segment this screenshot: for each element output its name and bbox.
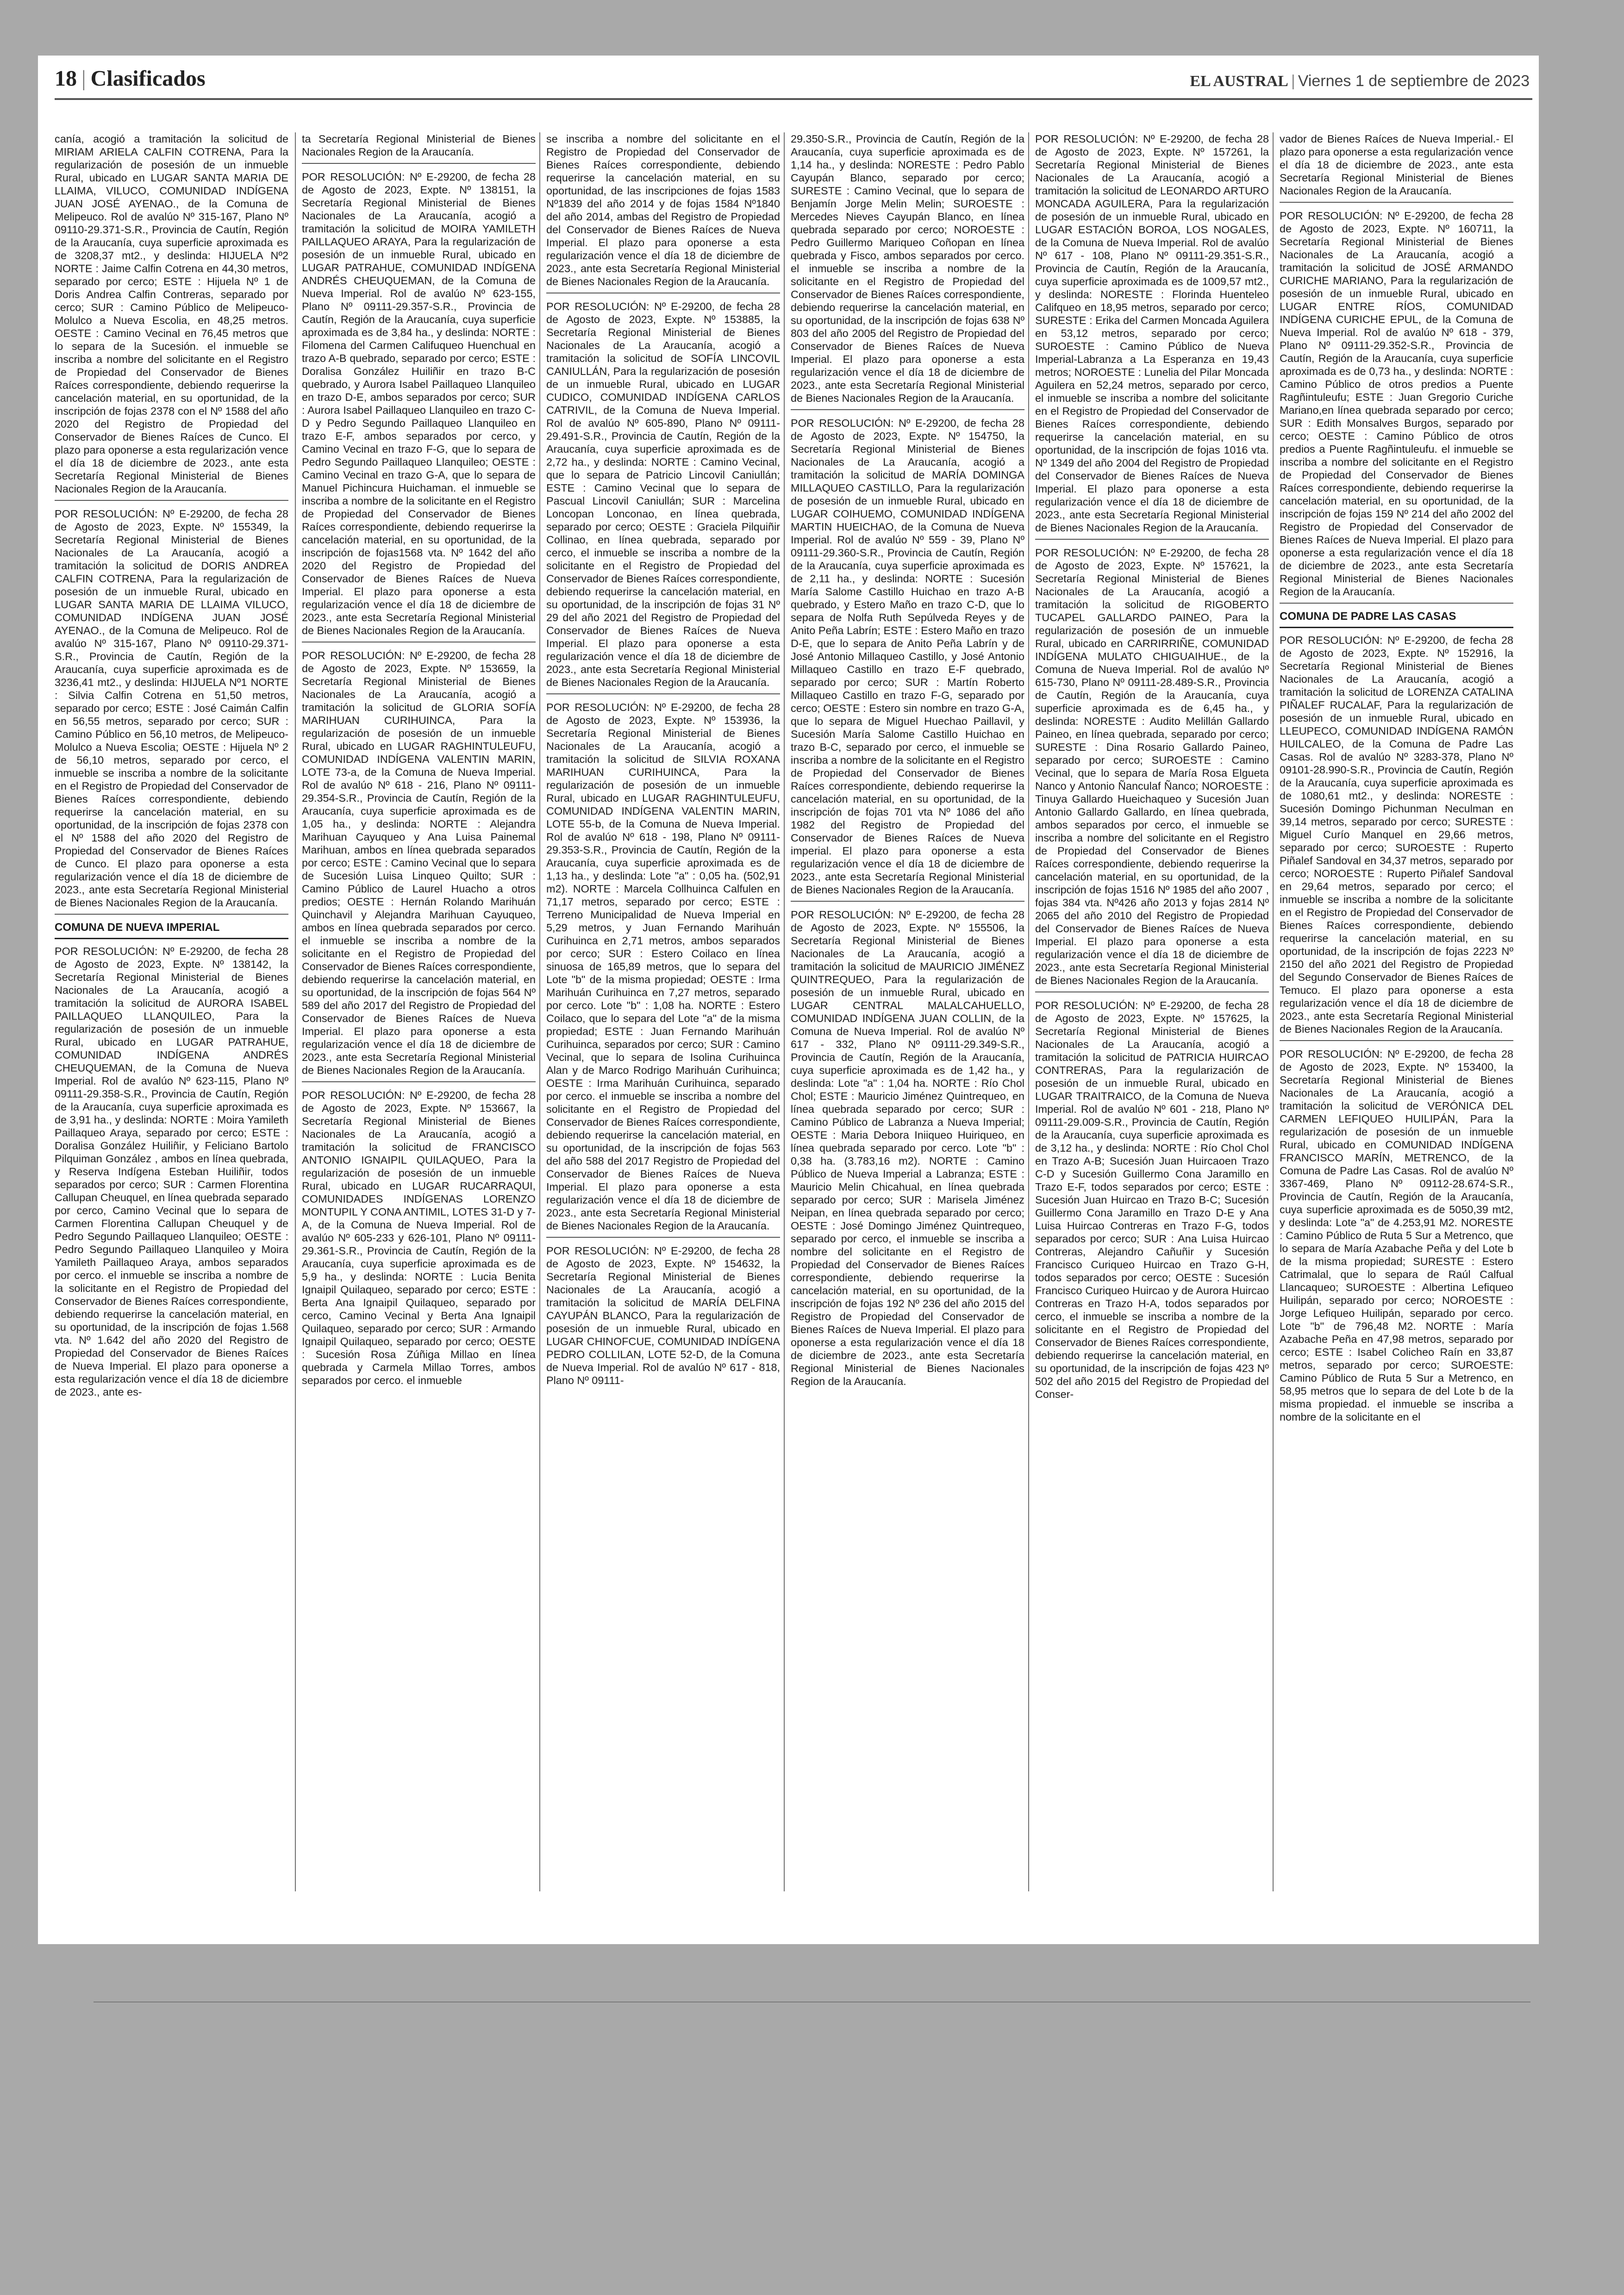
- legal-notice: ta Secretaría Regional Ministerial de Bienes Nacionales Region de la Araucanía.: [302, 132, 536, 164]
- legal-notice: POR RESOLUCIÓN: Nº E-29200, de fecha 28 de Agosto de 2023, Expte. Nº 153659, la Secretaría Regional Ministerial de Bienes Nacionales de La Araucanía, acogió a tramitación la solicitud de GLORIA SOFÍA MARIHUAN CURIHUINCA, Para la regularización de posesión de un inmueble Rural, ubicado en LUGAR RAGHINTULEUFU, COMUNIDAD INDÍGENA VALENTIN MARIN, LOTE 73-a, de la Comuna de Nueva Imperial. Rol de avalúo Nº 618 - 216, Plano Nº 09111-29.354-S.R., Provincia de Cautín, Región de la Araucanía, cuya superficie aproximada es de 1,05 ha., y deslinda: NORTE : Alejandra Marihuan Cayuqueo y Ana Luisa Painemal Marihuan, ambos en línea quebrada separados por cerco; ESTE : Camino Vecinal que lo separa de Sucesión Luisa Linqueo Quilto; SUR : Camino Público de Laurel Huacho a otros predios; OESTE : Hernán Rolando Marihuán Quinchavil y Alejandra Marihuan Cayuqueo, ambos en línea quebrada separados por cerco. el inmueble se inscriba a nombre de la solicitante en el Registro de Propiedad del Conservador de Bienes Raíces correspondiente, debiendo requerirse la cancelación material, en su oportunidad, de la inscripción de fojas 564 Nº 589 del año 2017 del Registro de Propiedad del Conservador de Bienes Raíces de Nueva Imperial. El plazo para oponerse a esta regularización vence el día 18 de diciembre de 2023., ante esta Secretaría Regional Ministerial de Bienes Nacionales Region de la Araucanía.: [302, 649, 536, 1082]
- legal-notice: 29.350-S.R., Provincia de Cautín, Región de la Araucanía, cuya superficie aproximada es de 1,14 ha., y deslinda: NORESTE : Pedro Pablo Cayupán Blanco, separado por cerco; SURESTE : Camino Vecinal, que lo separa de Benjamín Jorge Melin Melin; SUROESTE : Mercedes Nieves Cayupán Blanco, en línea quebrada separado por cerco; NOROESTE : Pedro Guillermo Mariqueo Coñopan en línea quebrada y Fisco, ambos separados por cerco. el inmueble se inscriba a nombre de la solicitante en el Registro de Propiedad del Conservador de Bienes Raíces correspondiente, debiendo requerirse la cancelación material, en su oportunidad, de la inscripción de fojas 638 Nº 803 del año 2005 del Registro de Propiedad del Conservador de Bienes Raíces de Nueva Imperial. El plazo para oponerse a esta regularización vence el día 18 de diciembre de 2023., ante esta Secretaría Regional Ministerial de Bienes Nacionales Region de la Araucanía.: [791, 132, 1024, 410]
- legal-notice: POR RESOLUCIÓN: Nº E-29200, de fecha 28 de Agosto de 2023, Expte. Nº 154750, la Secretaría Regional Ministerial de Bienes Nacionales de La Araucanía, acogió a tramitación la solicitud de MARÍA DOMINGA MILLAQUEO CASTILLO, Para la regularización de posesión de un inmueble Rural, ubicado en LUGAR COIHUEMO, COMUNIDAD INDÍGENA MARTIN HUEICHAO, de la Comuna de Nueva Imperial. Rol de avalúo Nº 559 - 39, Plano Nº 09111-29.360-S.R., Provincia de Cautín, Región de la Araucanía, cuya superficie aproximada es de 2,11 ha., y deslinda: NORTE : Sucesión María Salome Castillo Huichao en trazo A-B quebrado, y Estero Maño en trazo C-D, que lo separa de Nolfa Ruth Sepúlveda Reyes y de Anito Peña Labrín; ESTE : Estero Maño en trazo D-E, que lo separa de Anito Peña Labrín y de José Antonio Millaqueo Castillo, y José Antonio Millaqueo Castillo en trazo E-F quebrado, separado por cerco; SUR : Martín Roberto Millaqueo Castillo en trazo F-G, separado por cerco; OESTE : Estero sin nombre en trazo G-A, que lo separa de Miguel Huechao Paillavil, y Sucesión María Salome Castillo Huichao en trazo B-C, separado por cerco, el inmueble se inscriba a nombre de la solicitante en el Registro de Propiedad del Conservador de Bienes Raíces correspondiente, debiendo requerirse la cancelación material, en su oportunidad, de la inscripción de fojas 701 vta Nº 1086 del año 1982 del Registro de Propiedad del Conservador de Bienes Raíces de Nueva imperial. El plazo para oponerse a esta regularización vence el día 18 de diciembre de 2023., ante esta Secretaría Regional Ministerial de Bienes Nacionales Region de la Araucanía.: [791, 417, 1024, 902]
- legal-notice: se inscriba a nombre del solicitante en el Registro de Propiedad del Conservador de Bienes Raíces correspondiente, debiendo requerirse la cancelación material, en su oportunidad, de las inscripciones de fojas 1583 Nº1839 del año 2014 y de fojas 1584 Nº1840 del año 2014, ambas del Registro de Propiedad del Conservador de Bienes Raíces de Nueva Imperial. El plazo para oponerse a esta regularización vence el día 18 de diciembre de 2023., ante esta Secretaría Regional Ministerial de Bienes Nacionales Region de la Araucanía.: [546, 132, 780, 293]
- column-6: [1280, 132, 1513, 1932]
- section-name: Clasificados: [90, 66, 206, 91]
- page-header: [55, 62, 1532, 100]
- page-number: 18: [55, 66, 77, 91]
- column-5: [1035, 132, 1269, 1932]
- column-divider: [1273, 132, 1274, 1891]
- legal-notice: POR RESOLUCIÓN: Nº E-29200, de fecha 28 de Agosto de 2023, Expte. Nº 138151, la Secretaría Regional Ministerial de Bienes Nacionales de La Araucanía, acogió a tramitación la solicitud de MOIRA YAMILETH PAILLAQUEO ARAYA, Para la regularización de posesión de un inmueble Rural, ubicado en LUGAR PATRAHUE, COMUNIDAD INDÍGENA ANDRÉS CHEUQUEMAN, de la Comuna de Nueva Imperial. Rol de avalúo Nº 623-155, Plano Nº 09111-29.357-S.R., Provincia de Cautín, Región de la Araucanía, cuya superficie aproximada es de 3,84 ha., y deslinda: NORTE : Filomena del Carmen Califuqueo Huenchual en trazo A-B quebrado, separado por cerco; ESTE : Doralisa González Huiliñir en trazo B-C quebrado, y Aurora Isabel Paillaqueo Llanquileo en trazo D-E, ambos separados por cerco; SUR : Aurora Isabel Paillaqueo Llanquileo en trazo C-D y Pedro Segundo Paillaqueo Llanquileo en trazo E-F, ambos separados por cerco, y Camino Vecinal en trazo F-G, que lo separa de Pedro Segundo Paillaqueo Llanquileo; OESTE : Camino Vecinal en trazo G-A, que lo separa de Manuel Pichincura Huichaman. el inmueble se inscriba a nombre de la solicitante en el Registro de Propiedad del Conservador de Bienes Raíces correspondiente, debiendo requerirse la cancelación material, en su oportunidad, de la inscripción de fojas1568 vta. Nº 1642 del año 2020 del Registro de Propiedad del Conservador de Bienes Raíces de Nueva Imperial. El plazo para oponerse a esta regularización vence el día 18 de diciembre de 2023., ante esta Secretaría Regional Ministerial de Bienes Nacionales Region de la Araucanía.: [302, 170, 536, 642]
- legal-notice: vador de Bienes Raíces de Nueva Imperial.- El plazo para oponerse a esta regularización vence el día 18 de diciembre de 2023., ante esta Secretaría Regional Ministerial de Bienes Nacionales Region de la Araucanía.: [1280, 132, 1513, 203]
- column-1: [55, 132, 288, 1932]
- column-4: [791, 132, 1024, 1932]
- legal-notice: POR RESOLUCIÓN: Nº E-29200, de fecha 28 de Agosto de 2023, Expte. Nº 155349, la Secretaría Regional Ministerial de Bienes Nacionales de La Araucanía, acogió a tramitación la solicitud de DORIS ANDREA CALFIN COTRENA, Para la regularización de posesión de un inmueble Rural, ubicado en LUGAR SANTA MARIA DE LLAIMA VILUCO, COMUNIDAD INDÍGENA JUAN JOSÉ AYENAO., de la Comuna de Melipeuco. Rol de avalúo Nº 315-167, Plano Nº 09110-29.371-S.R., Provincia de Cautín, Región de la Araucanía, cuya superficie aproximada es de 3236,41 mt2., y deslinda: HIJUELA Nº1 NORTE : Silvia Calfin Cotrena en 51,50 metros, separado por cerco; ESTE : José Caimán Calfin en 56,55 metros, separado por cerco; SUR : Camino Público en 56,10 metros, de Melipeuco-Molulco a Nueva Escolia; OESTE : Hijuela Nº 2 de 56,10 metros, separado por cerco, el inmueble se inscriba a nombre de la solicitante en el Registro de Propiedad del Conservador de Bienes Raíces correspondiente, debiendo requerirse la cancelación material, en su oportunidad, de la inscripción de fojas 2378 con el Nº 1588 del año 2020 del Registro de Propiedad del Conservador de Bienes Raíces de Cunco. El plazo para oponerse a esta regularización vence el día 18 de diciembre de 2023., ante esta Secretaría Regional Ministerial de Bienes Nacionales Region de la Araucanía.: [55, 507, 288, 915]
- legal-notice: POR RESOLUCIÓN: Nº E-29200, de fecha 28 de Agosto de 2023, Expte. Nº 153667, la Secretaría Regional Ministerial de Bienes Nacionales de La Araucanía, acogió a tramitación la solicitud de FRANCISCO ANTONIO IGNAIPIL QUILAQUEO, Para la regularización de posesión de un inmueble Rural, ubicado en LUGAR RUCARRAQUI, COMUNIDADES INDÍGENAS LORENZO MONTUPIL Y CONA ANTIMIL, LOTES 31-D y 7-A, de la Comuna de Nueva Imperial. Rol de avalúo Nº 605-233 y 626-101, Plano Nº 09111-29.361-S.R., Provincia de Cautín, Región de la Araucanía, cuya superficie aproximada es de 5,9 ha., y deslinda: NORTE : Lucia Benita Ignaipil Quilaqueo, separado por cerco; ESTE : Berta Ana Ignaipil Quilaqueo, separado por cerco, Camino Vecinal y Berta Ana Ignaipil Quilaqueo, separado por cerco; SUR : Armando Ignaipil Quilaqueo, separado por cerco; OESTE : Sucesión Rosa Zúñiga Millao en línea quebrada y Carmela Millao Torres, ambos separados por cerco. el inmueble: [302, 1089, 536, 1386]
- column-2: [302, 132, 536, 1932]
- legal-notice: canía, acogió a tramitación la solicitud de MIRIAM ARIELA CALFIN COTRENA, Para la regularización de posesión de un inmueble Rural, ubicado en LUGAR SANTA MARIA DE LLAIMA, VILUCO, COMUNIDAD INDÍGENA JUAN JOSÉ AYENAO., de la Comuna de Melipeuco. Rol de avalúo Nº 315-167, Plano Nº 09110-29.371-S.R., Provincia de Cautín, Región de la Araucanía, cuya superficie aproximada es de 3208,37 mt2., y deslinda: HIJUELA Nº2 NORTE : Jaime Calfin Cotrena en 44,30 metros, separado por cerco; ESTE : Hijuela Nº 1 de Doris Andrea Calfin Contreras, separado por cerco; SUR : Camino Público de Melipeuco-Molulco a Nueva Escolia, en 48,25 metros. OESTE : Camino Vecinal en 76,45 metros que lo separa de la Sucesión. el inmueble se inscriba a nombre del solicitante en el Registro de Propiedad del Conservador de Bienes Raíces correspondiente, debiendo requerirse la cancelación material, en su oportunidad, de la inscripción de fojas 2378 con el Nº 1588 del año 2020 del Registro de Propiedad del Conservador de Bienes Raíces de Cunco. El plazo para oponerse a esta regularización vence el día 18 de diciembre de 2023., ante esta Secretaría Regional Ministerial de Bienes Nacionales Region de la Araucanía.: [55, 132, 288, 501]
- section-title: 18 | Clasificados: [55, 66, 206, 91]
- legal-notice: POR RESOLUCIÓN: Nº E-29200, de fecha 28 de Agosto de 2023, Expte. Nº 138142, la Secretaría Regional Ministerial de Bienes Nacionales de La Araucanía, acogió a tramitación la solicitud de AURORA ISABEL PAILLAQUEO LLANQUILEO, Para la regularización de posesión de un inmueble Rural, ubicado en LUGAR PATRAHUE, COMUNIDAD INDÍGENA ANDRÉS CHEUQUEMAN, de la Comuna de Nueva Imperial. Rol de avalúo Nº 623-115, Plano Nº 09111-29.358-S.R., Provincia de Cautín, Región de la Araucanía, cuya superficie aproximada es de 3,91 ha., y deslinda: NORTE : Moira Yamileth Paillaqueo Araya, separado por cerco; ESTE : Doralisa González Huiliñir, y Feliciano Bartolo Pilquiman González , ambos en línea quebrada, y Reserva Indígena Esteban Huiliñir, todos separados por cerco; SUR : Carmen Florentina Callupan Cheuquel, en línea quebrada separado por cerco, Camino Vecinal que lo separa de Carmen Florentina Callupan Cheuquel y de Pedro Segundo Paillaqueo Llanquileo; OESTE : Pedro Segundo Paillaqueo Llanquileo y Moira Yamileth Paillaqueo Araya, ambos separados por cerco. el inmueble se inscriba a nombre de la solicitante en el Registro de Propiedad del Conservador de Bienes Raíces correspondiente, debiendo requerirse la cancelación material, en su oportunidad, de la inscripción de fojas 1.568 vta. Nº 1.642 del año 2020 del Registro de Propiedad del Conservador de Bienes Raíces de Nueva Imperial. El plazo para oponerse a esta regularización vence el día 18 de diciembre de 2023., ante es-: [55, 945, 288, 1398]
- column-3: [546, 132, 780, 1932]
- masthead-date: EL AUSTRAL | Viernes 1 de septiembre de 2023: [1190, 72, 1530, 90]
- publication-date: Viernes 1 de septiembre de 2023: [1298, 72, 1530, 90]
- legal-notice: POR RESOLUCIÓN: Nº E-29200, de fecha 28 de Agosto de 2023, Expte. Nº 154632, la Secretaría Regional Ministerial de Bienes Nacionales de La Araucanía, acogió a tramitación la solicitud de MARÍA DELFINA CAYUPÁN BLANCO, Para la regularización de posesión de un inmueble Rural, ubicado en LUGAR CHINOFCUE, COMUNIDAD INDÍGENA PEDRO COLLILAN, LOTE 52-D, de la Comuna de Nueva Imperial. Rol de avalúo Nº 617 - 818, Plano Nº 09111-: [546, 1245, 780, 1386]
- column-divider: [295, 132, 296, 1891]
- column-divider: [539, 132, 540, 1891]
- column-divider: [1028, 132, 1029, 1891]
- newspaper-name: EL AUSTRAL: [1190, 73, 1288, 90]
- column-divider: [784, 132, 785, 1891]
- legal-notice: POR RESOLUCIÓN: Nº E-29200, de fecha 28 de Agosto de 2023, Expte. Nº 160711, la Secretaría Regional Ministerial de Bienes Nacionales de La Araucanía, acogió a tramitación la solicitud de JOSÉ ARMANDO CURICHE MARIANO, Para la regularización de posesión de un inmueble Rural, ubicado en LUGAR ENTRE RÍOS, COMUNIDAD INDÍGENA CURICHE EPUL, de la Comuna de Nueva Imperial. Rol de avalúo Nº 618 - 379, Plano Nº 09111-29.352-S.R., Provincia de Cautín, Región de la Araucanía, cuya superficie aproximada es de 0,73 ha., y deslinda: NORTE : Camino Público de otros predios a Puente Ragñintuleufu; ESTE : Juan Gregorio Curiche Mariano,en línea quebrada separado por cerco; SUR : Edith Monsalves Burgos, separado por cerco; OESTE : Camino Público de otros predios a Puente Ragñintuleufu. el inmueble se inscriba a nombre del solicitante en el Registro de Propiedad del Conservador de Bienes Raíces correspondiente, debiendo requerirse la cancelación material, en su oportunidad, de la inscripción de fojas 159 Nº 214 del año 2002 del Registro de Propiedad del Conservador de Bienes Raíces de Nueva Imperial. El plazo para oponerse a esta regularización vence el día 18 de diciembre de 2023., ante esta Secretaría Regional Ministerial de Bienes Nacionales Region de la Araucanía.: [1280, 209, 1513, 604]
- legal-notice: POR RESOLUCIÓN: Nº E-29200, de fecha 28 de Agosto de 2023, Expte. Nº 157625, la Secretaría Regional Ministerial de Bienes Nacionales de La Araucanía, acogió a tramitación la solicitud de PATRICIA HUIRCAO CONTRERAS, Para la regularización de posesión de un inmueble Rural, ubicado en LUGAR TRAITRAICO, de la Comuna de Nueva Imperial. Rol de avalúo Nº 601 - 218, Plano Nº 09111-29.009-S.R., Provincia de Cautín, Región de la Araucanía, cuya superficie aproximada es de 3,12 ha., y deslinda: NORTE : Río Chol Chol en Trazo A-B; Sucesión Juan Huircaoen Trazo C-D y Sucesión Guillermo Cona Jaramillo en Trazo E-F, todos separados por cerco; ESTE : Sucesión Juan Huircao en Trazo B-C; Sucesión Guillermo Cona Jaramillo en Trazo D-E y Ana Luisa Huircao Contreras en Trazo F-G, todos separados por cerco; SUR : Ana Luisa Huircao Contreras, Alejandro Cañuñir y Sucesión Francisco Curiqueo Huircao en Trazo G-H, todos separados por cerco; OESTE : Sucesión Francisco Curiqueo Huircao y de Aurora Huircao Contreras en Trazo H-A, todos separados por cerco, el inmueble se inscriba a nombre de la solicitante en el Registro de Propiedad del Conservador de Bienes Raíces correspondiente, debiendo requerirse la cancelación material, en su oportunidad, de la inscripción de fojas 423 Nº 502 del año 2015 del Registro de Propiedad del Conser-: [1035, 999, 1269, 1400]
- classifieds-columns: [55, 132, 1537, 1932]
- section-heading: COMUNA DE NUEVA IMPERIAL: [55, 921, 288, 939]
- legal-notice: POR RESOLUCIÓN: Nº E-29200, de fecha 28 de Agosto de 2023, Expte. Nº 157621, la Secretaría Regional Ministerial de Bienes Nacionales de La Araucanía, acogió a tramitación la solicitud de RIGOBERTO TUCAPEL GALLARDO PAINEO, Para la regularización de posesión de un inmueble Rural, ubicado en CARRIRRIÑE, COMUNIDAD INDÍGENA MULATO CHIGUAIHUE., de la Comuna de Nueva Imperial. Rol de avalúo Nº 615-730, Plano Nº 09111-28.489-S.R., Provincia de Cautín, Región de la Araucanía, cuya superficie aproximada es de 6,45 ha., y deslinda: NORESTE : Audito Melillán Gallardo Paineo, en línea quebrada, separado por cerco; SURESTE : Dina Rosario Gallardo Paineo, separado por cerco; SUROESTE : Camino Vecinal, que lo separa de María Rosa Elgueta Nanco y Antonio Ñanculaf Ñanco; NOROESTE : Tinuya Gallardo Hueichaqueo y Sucesión Juan Antonio Gallardo Gallardo, en línea quebrada, ambos separados por cerco, el inmueble se inscriba a nombre del solicitante en el Registro de Propiedad del Conservador de Bienes Raíces correspondiente, debiendo requerirse la cancelación material, en su oportunidad, de la inscripción de fojas 1516 Nº 1985 del año 2007 , fojas 384 vta. Nº426 año 2013 y fojas 2814 Nº 2065 del año 2010 del Registro de Propiedad del Conservador de Bienes Raíces de Nueva Imperial. El plazo para oponerse a esta regularización vence el día 18 de diciembre de 2023., ante esta Secretaría Regional Ministerial de Bienes Nacionales Region de la Araucanía.: [1035, 546, 1269, 992]
- legal-notice: POR RESOLUCIÓN: Nº E-29200, de fecha 28 de Agosto de 2023, Expte. Nº 155506, la Secretaría Regional Ministerial de Bienes Nacionales de La Araucanía, acogió a tramitación la solicitud de MAURICIO JIMÉNEZ QUINTREQUEO, Para la regularización de posesión de un inmueble Rural, ubicado en LUGAR CENTRAL MALALCAHUELLO, COMUNIDAD INDÍGENA JUAN COLLIN, de la Comuna de Nueva Imperial. Rol de avalúo Nº 617 - 332, Plano Nº 09111-29.349-S.R., Provincia de Cautín, Región de la Araucanía, cuya superficie aproximada es de 1,42 ha., y deslinda: Lote "a" : 1,04 ha. NORTE : Río Chol Chol; ESTE : Mauricio Jiménez Quintrequeo, en línea quebrada separado por cerco; SUR : Camino Público de Labranza a Nueva Imperial; OESTE : Maria Debora Iniiqueo Huiriqueo, en línea quebrada separado por cerco. Lote "b" : 0,38 ha. (3.783,16 m2). NORTE : Camino Público de Nueva Imperial a Labranza; ESTE : Mauricio Melin Chicahual, en línea quebrada separado por cerco; SUR : Marisela Jiménez Neipan, en línea quebrada separado por cerco; OESTE : José Domingo Jiménez Quintrequeo, separado por cerco, el inmueble se inscriba a nombre del solicitante en el Registro de Propiedad del Conservador de Bienes Raíces correspondiente, debiendo requerirse la cancelación material, en su oportunidad, de la inscripción de fojas 192 Nº 236 del año 2015 del Registro de Propiedad del Conservador de Bienes Raíces de Nueva Imperial. El plazo para oponerse a esta regularización vence el día 18 de diciembre de 2023., ante esta Secretaría Regional Ministerial de Bienes Nacionales Region de la Araucanía.: [791, 909, 1024, 1387]
- section-heading: COMUNA DE PADRE LAS CASAS: [1280, 610, 1513, 628]
- legal-notice: POR RESOLUCIÓN: Nº E-29200, de fecha 28 de Agosto de 2023, Expte. Nº 153936, la Secretaría Regional Ministerial de Bienes Nacionales de La Araucanía, acogió a tramitación la solicitud de SILVIA ROXANA MARIHUAN CURIHUINCA, Para la regularización de posesión de un inmueble Rural, ubicado en LUGAR RAGHINTULEUFU, COMUNIDAD INDÍGENA VALENTIN MARIN, LOTE 55-b, de la Comuna de Nueva Imperial. Rol de avalúo Nº 618 - 198, Plano Nº 09111-29.353-S.R., Provincia de Cautín, Región de la Araucanía, cuya superficie aproximada es de 1,13 ha., y deslinda: Lote "a" : 0,05 ha. (502,91 m2). NORTE : Marcela Collhuinca Calfulen en 71,17 metros, separado por cerco; ESTE : Terreno Municipalidad de Nueva Imperial en 5,29 metros, y Juan Fernando Marihuán Curihuinca en 2,71 metros, ambos separados por cerco; SUR : Estero Coilaco en línea sinuosa de 165,89 metros, que lo separa del Lote "b" de la misma propiedad; OESTE : Irma Marihuán Curihuinca en 7,27 metros, separado por cerco. Lote "b" : 1,08 ha. NORTE : Estero Coilaco, que lo separa del Lote "a" de la misma propiedad; ESTE : Juan Fernando Marihuán Curihuinca, separados por cerco; SUR : Camino Vecinal, que lo separa de Isolina Curihuinca Alan y de Marco Rodrigo Marihuán Curihuinca; OESTE : Irma Marihuán Curihuinca, separado por cerco. el inmueble se inscriba a nombre del solicitante en el Registro de Propiedad del Conservador de Bienes Raíces correspondiente, debiendo requerirse la cancelación material, en su oportunidad, de la inscripción de fojas 563 del año 588 del 2017 Registro de Propiedad del Conservador de Bienes Raíces de Nueva Imperial. El plazo para oponerse a esta regularización vence el día 18 de diciembre de 2023., ante esta Secretaría Regional Ministerial de Bienes Nacionales Region de la Araucanía.: [546, 701, 780, 1238]
- legal-notice: POR RESOLUCIÓN: Nº E-29200, de fecha 28 de Agosto de 2023, Expte. Nº 157261, la Secretaría Regional Ministerial de Bienes Nacionales de La Araucanía, acogió a tramitación la solicitud de LEONARDO ARTURO MONCADA AGUILERA, Para la regularización de posesión de un inmueble Rural, ubicado en LUGAR ESTACIÓN BOROA, LOS NOGALES, de la Comuna de Nueva Imperial. Rol de avalúo Nº 617 - 108, Plano Nº 09111-29.351-S.R., Provincia de Cautín, Región de la Araucanía, cuya superficie aproximada es de 1009,57 mt2., y deslinda: NORESTE : Florinda Huenteleo Califqueo en 18,95 metros, separado por cerco; SURESTE : Erika del Carmen Moncada Aguilera en 53,12 metros, separado por cerco; SUROESTE : Camino Público de Nueva Imperial-Labranza a La Esperanza en 19,43 metros; NOROESTE : Lunelia del Pilar Moncada Aguilera en 52,24 metros, separado por cerco, el inmueble se inscriba a nombre del solicitante en el Registro de Propiedad del Conservador de Bienes Raíces correspondiente, debiendo requerirse la cancelación material, en su oportunidad, de la inscripción de fojas 1016 vta. Nº 1349 del año 2004 del Registro de Propiedad del Conservador de Bienes Raíces de Nueva Imperial. El plazo para oponerse a esta regularización vence el día 18 de diciembre de 2023., ante esta Secretaría Regional Ministerial de Bienes Nacionales Region de la Araucanía.: [1035, 132, 1269, 540]
- legal-notice: POR RESOLUCIÓN: Nº E-29200, de fecha 28 de Agosto de 2023, Expte. Nº 152916, la Secretaría Regional Ministerial de Bienes Nacionales de La Araucanía, acogió a tramitación la solicitud de LORENZA CATALINA PIÑALEF RUCALAF, Para la regularización de posesión de un inmueble Rural, ubicado en LLEUPECO, COMUNIDAD INDÍGENA RAMÓN HUILCALEO, de la Comuna de Padre Las Casas. Rol de avalúo Nº 3283-378, Plano Nº 09101-28.990-S.R., Provincia de Cautín, Región de la Araucanía, cuya superficie aproximada es de 1080,61 mt2., y deslinda: NORESTE : Sucesión Domingo Pichunman Neculman en 39,14 metros, separado por cerco; SURESTE : Miguel Curío Manquel en 29,66 metros, separado por cerco; SUROESTE : Ruperto Piñalef Sandoval en 34,37 metros, separado por cerco; NOROESTE : Ruperto Piñalef Sandoval en 29,64 metros, separado por cerco; el inmueble se inscriba a nombre de la solicitante en el Registro de Propiedad del Conservador de Bienes Raíces correspondiente, debiendo requerirse la cancelación material, en su oportunidad, de la inscripción de fojas 2223 Nº 2150 del año 2021 del Registro de Propiedad del Segundo Conservador de Bienes Raíces de Temuco. El plazo para oponerse a esta regularización vence el día 18 de diciembre de 2023., ante esta Secretaría Regional Ministerial de Bienes Nacionales Region de la Araucanía.: [1280, 634, 1513, 1041]
- legal-notice: POR RESOLUCIÓN: Nº E-29200, de fecha 28 de Agosto de 2023, Expte. Nº 153885, la Secretaría Regional Ministerial de Bienes Nacionales de La Araucanía, acogió a tramitación la solicitud de SOFÍA LINCOVIL CANIULLÁN, Para la regularización de posesión de un inmueble Rural, ubicado en LUGAR CUDICO, COMUNIDAD INDÍGENA CARLOS CATRIVIL, de la Comuna de Nueva Imperial. Rol de avalúo Nº 605-890, Plano Nº 09111-29.491-S.R., Provincia de Cautín, Región de la Araucanía, cuya superficie aproximada es de 2,72 ha., y deslinda: NORTE : Camino Vecinal, que lo separa de Patricio Lincovil Caniullán; ESTE : Camino Vecinal que lo separa de Pascual Lincovil Caniullán; SUR : Marcelina Loncopan Lonconao, en línea quebrada, separado por cerco; OESTE : Graciela Pilquiñir Collinao, en línea quebrada, separado por cerco, el inmueble se inscriba a nombre de la solicitante en el Registro de Propiedad del Conservador de Bienes Raíces correspondiente, debiendo requerirse la cancelación material, en su oportunidad, de la inscripción de fojas 31 Nº 29 del año 2021 del Registro de Propiedad del Conservador de Bienes Raíces de Nueva Imperial. El plazo para oponerse a esta regularización vence el día 18 de diciembre de 2023., ante esta Secretaría Regional Ministerial de Bienes Nacionales Region de la Araucanía.: [546, 300, 780, 694]
- legal-notice: POR RESOLUCIÓN: Nº E-29200, de fecha 28 de Agosto de 2023, Expte. Nº 153400, la Secretaría Regional Ministerial de Bienes Nacionales de La Araucanía, acogió a tramitación la solicitud de VERÓNICA DEL CARMEN LEFIQUEO HUILIPÁN, Para la regularización de posesión de un inmueble Rural, ubicado en COMUNIDAD INDÍGENA FRANCISCO MARÍN, METRENCO, de la Comuna de Padre Las Casas. Rol de avalúo Nº 3367-469, Plano Nº 09112-28.674-S.R., Provincia de Cautín, Región de la Araucanía, cuya superficie aproximada es de 5050,39 mt2, y deslinda: Lote "a" de 4.253,91 M2. NORESTE : Camino Público de Ruta 5 Sur a Metrenco, que lo separa de María Azabache Peña y del Lote b de la misma propiedad; SURESTE : Estero Catrimalal, que lo separa de Raúl Calfual Llancaqueo; SUROESTE : Albertina Lefiqueo Huilipán, separado por cerco; NOROESTE : Jorge Lefiqueo Huilipán, separado por cerco. Lote "b" de 796,48 M2. NORTE : María Azabache Peña en 47,98 metros, separado por cerco; ESTE : Isabel Colicheo Raín en 33,87 metros, separado por cerco; SUROESTE: Camino Público de Ruta 5 Sur a Metrenco, en 58,95 metros que lo separa de del Lote b de la misma propiedad. el inmueble se inscriba a nombre de la solicitante en el: [1280, 1048, 1513, 1423]
